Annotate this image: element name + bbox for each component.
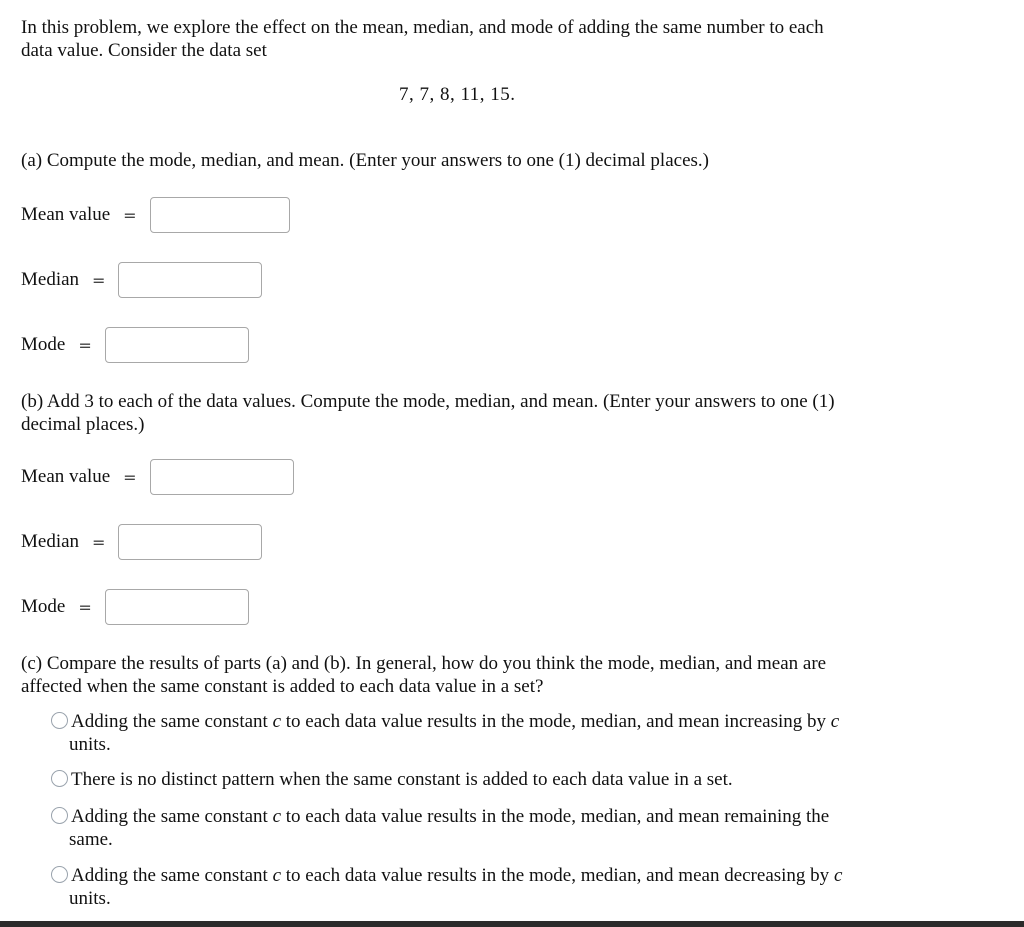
part-a-mode-input[interactable] [105,327,249,363]
part-b-mode-input[interactable] [105,589,249,625]
part-a-mean-label: Mean value [21,204,111,225]
option-text-pre: There is no distinct pattern when the same constant is added to each data value in a set. [71,769,733,790]
data-set: 7, 7, 8, 11, 15. [399,84,516,105]
intro-line-1: In this problem, we explore the effect on the mean, median, and mode of adding the same number to each [21,17,824,38]
option-text-cont: units. [69,734,111,755]
part-b-median-label: Median [21,531,80,552]
radio-button[interactable] [51,807,68,824]
option-no-pattern[interactable] [51,768,911,791]
option-text-cont: same. [69,829,113,850]
part-c-question [21,652,901,698]
option-text-post: to each data value results in the mode, median, and mean increasing by [281,711,831,732]
equals-sign: = [92,270,106,290]
part-b-question-line-1: (b) Add 3 to each of the data values. Compute the mode, median, and mean. (Enter your answers to one (1) [21,391,835,412]
part-b-question [21,390,901,436]
radio-button[interactable] [51,712,68,729]
option-text-pre: Adding the same constant [71,806,273,827]
part-b-mean-input[interactable] [150,459,294,495]
radio-button[interactable] [51,866,68,883]
option-increasing[interactable] [51,710,911,756]
part-a-median-input[interactable] [118,262,262,298]
part-b-median-input[interactable] [118,524,262,560]
option-text [51,768,911,791]
option-text [51,710,911,756]
part-a-mean-input[interactable] [150,197,290,233]
variable-c: c [272,711,282,732]
part-a-median-row [21,262,262,298]
intro-text [21,16,901,62]
variable-c: c [833,865,843,886]
bottom-edge-bar [0,921,1024,927]
option-text-pre: Adding the same constant [71,711,273,732]
part-b-question-line-2: decimal places.) [21,414,145,435]
equals-sign: = [78,597,92,617]
variable-c: c [272,865,282,886]
part-c-question-line-1: (c) Compare the results of parts (a) and (b). In general, how do you think the mode, median, and mean are [21,653,827,674]
option-text-pre: Adding the same constant [71,865,273,886]
part-c-question-line-2: affected when the same constant is added to each data value in a set? [21,676,544,697]
part-b-mode-label: Mode [21,596,66,617]
variable-c: c [830,711,840,732]
part-b-median-row [21,524,262,560]
equals-sign: = [78,335,92,355]
option-text [51,864,911,910]
part-a-median-label: Median [21,269,80,290]
intro-line-2: data value. Consider the data set [21,40,267,61]
radio-button[interactable] [51,770,68,787]
equals-sign: = [92,532,106,552]
part-b-mean-label: Mean value [21,466,111,487]
option-text-post: to each data value results in the mode, median, and mean decreasing by [281,865,834,886]
option-text [51,805,911,851]
option-remaining-same[interactable] [51,805,911,851]
variable-c: c [272,806,282,827]
part-a-mode-row [21,327,249,363]
option-decreasing[interactable] [51,864,911,910]
part-b-mean-row [21,459,294,495]
part-a-question: (a) Compute the mode, median, and mean. (Enter your answers to one (1) decimal places.) [21,150,709,171]
option-text-post: to each data value results in the mode, median, and mean remaining the [281,806,830,827]
equals-sign: = [123,467,137,487]
option-text-cont: units. [69,888,111,909]
equals-sign: = [123,205,137,225]
part-a-mode-label: Mode [21,334,66,355]
part-a-mean-row [21,197,290,233]
part-b-mode-row [21,589,249,625]
